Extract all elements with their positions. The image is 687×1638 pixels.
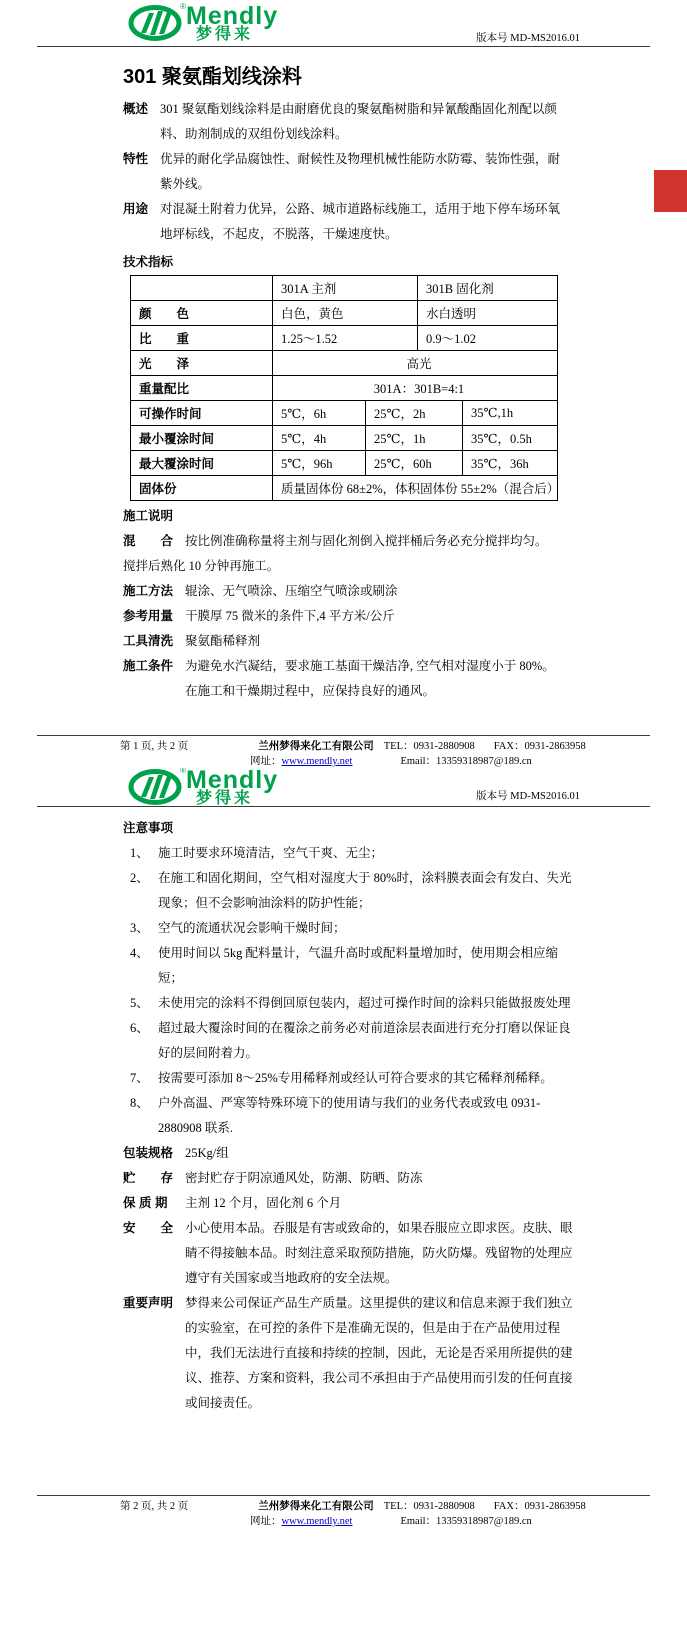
section-text: 梦得来公司保证产品生产质量。这里提供的建议和信息来源于我们独立的实验室，在可控的条件下是准确无误的，但是由于在产品使用过程中，我们无法进行直接和持续的控制，因此，无论是否采用所提供的建议、推荐、方案和资料，我公司不承担由于产品使用而引发的任何直接或间接责任。 xyxy=(185,1296,573,1410)
page1-header xyxy=(0,0,687,46)
construction-heading: 施工说明 xyxy=(123,509,174,523)
page2-header xyxy=(0,768,687,806)
table-cell: 最大覆涂时间 xyxy=(131,451,273,476)
table-cell: 0.9～1.02 xyxy=(418,326,558,351)
note-text: 未使用完的涂料不得倒回原包装内，超过可操作时间的涂料只能做报废处理 xyxy=(158,996,571,1010)
header-divider xyxy=(37,46,650,47)
version-label: 版本号 MD-MS2016.01 xyxy=(476,791,580,802)
table-cell: 5℃，96h xyxy=(273,451,366,476)
section-statement xyxy=(0,1291,687,1416)
note-item-3 xyxy=(0,916,687,941)
notes-heading: 注意事项 xyxy=(123,821,174,835)
table-cell: 可操作时间 xyxy=(131,401,273,426)
note-item-7 xyxy=(0,1066,687,1091)
table-cell: 35℃,1h xyxy=(463,401,558,426)
note-text: 施工时要求环境清洁，空气干爽、无尘； xyxy=(158,846,384,860)
version-label: 版本号 MD-MS2016.01 xyxy=(476,33,580,44)
table-cell: 25℃，1h xyxy=(366,426,463,451)
page-number: 第 2 页, 共 2 页 xyxy=(120,1501,189,1512)
section-features xyxy=(0,147,687,197)
section-text xyxy=(185,654,575,704)
note-number: 2、 xyxy=(130,871,149,885)
table-cell: 5℃，6h xyxy=(273,401,366,426)
website-link[interactable]: www.mendly.net xyxy=(281,756,353,767)
section-overview xyxy=(0,97,687,147)
section-text: 聚氨酯稀释剂 xyxy=(185,634,261,648)
section-text: 密封贮存于阴凉通风处，防潮、防晒、防冻 xyxy=(185,1171,423,1185)
brand-name-en: Mendly xyxy=(186,2,279,30)
note-number: 1、 xyxy=(130,846,149,860)
company-name: 兰州梦得来化工有限公司 xyxy=(258,1501,374,1512)
page-number: 第 1 页, 共 2 页 xyxy=(120,741,189,752)
brand-name-en: Mendly xyxy=(186,768,279,794)
section-label: 施工方法 xyxy=(123,584,174,598)
note-number: 3、 xyxy=(130,921,149,935)
section-text: 25Kg/组 xyxy=(185,1146,229,1160)
red-stamp xyxy=(654,170,687,212)
table-cell: 25℃，2h xyxy=(366,401,463,426)
note-number: 6、 xyxy=(130,1021,149,1035)
table-cell: 35℃，36h xyxy=(463,451,558,476)
table-row xyxy=(131,401,558,426)
table-row xyxy=(131,426,558,451)
section-label: 施工条件 xyxy=(123,659,174,673)
note-item-5 xyxy=(0,991,687,1016)
website xyxy=(250,1514,352,1529)
note-text: 使用时间以 5kg 配料量计，气温升高时或配料量增加时，使用期会相应缩短； xyxy=(158,946,559,985)
note-text: 在施工和固化期间，空气相对湿度大于 80%时，涂料膜表面会有发白、失光现象；但不会影响油涂料的防护性能； xyxy=(158,871,572,910)
table-cell: 白色，黄色 xyxy=(273,301,418,326)
section-dosage xyxy=(0,604,687,629)
table-cell: 5℃，4h xyxy=(273,426,366,451)
website-label: 网址： xyxy=(250,756,282,767)
fax: FAX：0931-2863958 xyxy=(493,741,586,752)
website-label: 网址： xyxy=(250,1516,282,1527)
fax: FAX：0931-2863958 xyxy=(493,1501,586,1512)
table-row xyxy=(131,351,558,376)
table-row xyxy=(131,326,558,351)
page2-footer xyxy=(37,1495,650,1529)
section-label: 工具清洗 xyxy=(123,634,174,648)
table-cell: 1.25～1.52 xyxy=(273,326,418,351)
table-cell: 颜 色 xyxy=(131,301,273,326)
registered-mark: ® xyxy=(180,2,186,11)
section-text: 主剂 12 个月，固化剂 6 个月 xyxy=(185,1196,342,1210)
note-number: 8、 xyxy=(130,1096,149,1110)
mendly-logo xyxy=(128,4,278,46)
condition-line1: 为避免水汽凝结，要求施工基面干燥洁净, 空气相对湿度小于 80%。 xyxy=(185,659,555,673)
table-cell: 固体份 xyxy=(131,476,273,501)
section-text: 优异的耐化学品腐蚀性、耐候性及物理机械性能防水防霉、装饰性强，耐紫外线。 xyxy=(160,152,561,191)
section-method xyxy=(0,579,687,604)
table-cell xyxy=(131,276,273,301)
note-number: 5、 xyxy=(130,996,149,1010)
page-2 xyxy=(0,768,687,1638)
note-number: 7、 xyxy=(130,1071,149,1085)
section-text: 对混凝土附着力优异，公路、城市道路标线施工，适用于地下停车场环氧地坪标线，不起皮，不脱落，干燥速度快。 xyxy=(160,202,561,241)
note-text: 空气的流通状况会影响干燥时间； xyxy=(158,921,346,935)
section-text: 干膜厚 75 微米的条件下,4 平方米/公斤 xyxy=(185,609,395,623)
document-title: 301 聚氨酯划线涂料 xyxy=(123,66,302,88)
table-row xyxy=(131,276,558,301)
table-cell: 比 重 xyxy=(131,326,273,351)
mixing-continued: 搅拌后熟化 10 分钟再施工。 xyxy=(123,559,280,573)
table-row xyxy=(131,476,558,501)
table-row xyxy=(131,451,558,476)
table-row xyxy=(131,301,558,326)
website-link[interactable]: www.mendly.net xyxy=(281,1516,353,1527)
section-label: 保 质 期 xyxy=(123,1196,168,1210)
section-label: 用途 xyxy=(123,202,149,216)
tel: TEL：0931-2880908 xyxy=(383,741,475,752)
table-cell: 质量固体份 68±2%，体积固体份 55±2%（混合后） xyxy=(273,476,558,501)
section-label: 重要声明 xyxy=(123,1296,174,1310)
tech-spec-table xyxy=(130,275,558,501)
note-text: 户外高温、严寒等特殊环境下的使用请与我们的业务代表或致电 0931-2880908 联系. xyxy=(158,1096,541,1135)
registered-mark: ® xyxy=(180,768,186,775)
section-mixing xyxy=(0,529,687,554)
section-storage xyxy=(0,1166,687,1191)
section-text: 按比例准确称量将主剂与固化剂倒入搅拌桶后务必充分搅拌均匀。 xyxy=(185,534,548,548)
page-1 xyxy=(0,0,687,768)
section-label: 安 全 xyxy=(123,1221,174,1235)
table-row xyxy=(131,376,558,401)
company-name: 兰州梦得来化工有限公司 xyxy=(258,741,374,752)
table-cell: 水白透明 xyxy=(418,301,558,326)
note-text: 按需要可添加 8～25%专用稀释剂或经认可符合要求的其它稀释剂稀释。 xyxy=(158,1071,553,1085)
brand-name-cn: 梦得来 xyxy=(196,790,254,807)
section-conditions xyxy=(0,654,687,704)
email: Email：13359318987@189.cn xyxy=(400,756,532,767)
section-packaging xyxy=(0,1141,687,1166)
table-cell: 最小覆涂时间 xyxy=(131,426,273,451)
note-item-8 xyxy=(0,1091,687,1141)
note-item-6 xyxy=(0,1016,687,1066)
table-cell: 光 泽 xyxy=(131,351,273,376)
section-tool-cleaning xyxy=(0,629,687,654)
table-cell: 301B 固化剂 xyxy=(418,276,558,301)
section-text: 小心使用本品。吞服是有害或致命的，如果吞服应立即求医。皮肤、眼睛不得接触本品。时刻注意采取预防措施，防火防爆。残留物的处理应遵守有关国家或当地政府的安全法规。 xyxy=(185,1221,573,1285)
section-shelf-life xyxy=(0,1191,687,1216)
note-item-1 xyxy=(0,841,687,866)
mendly-logo-icon xyxy=(128,768,186,810)
website xyxy=(250,754,352,768)
section-label: 概述 xyxy=(123,102,149,116)
section-label: 贮 存 xyxy=(123,1171,174,1185)
section-usage xyxy=(0,197,687,247)
brand-name-cn: 梦得来 xyxy=(196,26,254,43)
table-cell: 35℃，0.5h xyxy=(463,426,558,451)
section-safety xyxy=(0,1216,687,1291)
table-cell: 高光 xyxy=(273,351,558,376)
table-cell: 301A 主剂 xyxy=(273,276,418,301)
section-text: 301 聚氨酯划线涂料是由耐磨优良的聚氨酯树脂和异氰酸酯固化剂配以颜料、助剂制成的双组份划线涂料。 xyxy=(160,102,557,141)
table-cell: 301A：301B=4:1 xyxy=(273,376,558,401)
section-label: 特性 xyxy=(123,152,149,166)
note-number: 4、 xyxy=(130,946,149,960)
tel: TEL：0931-2880908 xyxy=(383,1501,475,1512)
section-label: 包装规格 xyxy=(123,1146,174,1160)
table-cell: 重量配比 xyxy=(131,376,273,401)
section-label: 混 合 xyxy=(123,534,174,548)
note-item-2 xyxy=(0,866,687,916)
note-item-4 xyxy=(0,941,687,991)
page1-footer xyxy=(37,735,650,768)
note-text: 超过最大覆涂时间的在覆涂之前务必对前道涂层表面进行充分打磨以保证良好的层间附着力。 xyxy=(158,1021,571,1060)
mendly-logo xyxy=(128,768,278,810)
tech-spec-heading: 技术指标 xyxy=(123,255,174,269)
email: Email：13359318987@189.cn xyxy=(400,1516,532,1527)
condition-line2: 在施工和干燥期过程中，应保持良好的通风。 xyxy=(185,684,436,698)
section-text: 辊涂、无气喷涂、压缩空气喷涂或刷涂 xyxy=(185,584,398,598)
mendly-logo-icon xyxy=(128,2,186,46)
table-cell: 25℃，60h xyxy=(366,451,463,476)
section-label: 参考用量 xyxy=(123,609,174,623)
